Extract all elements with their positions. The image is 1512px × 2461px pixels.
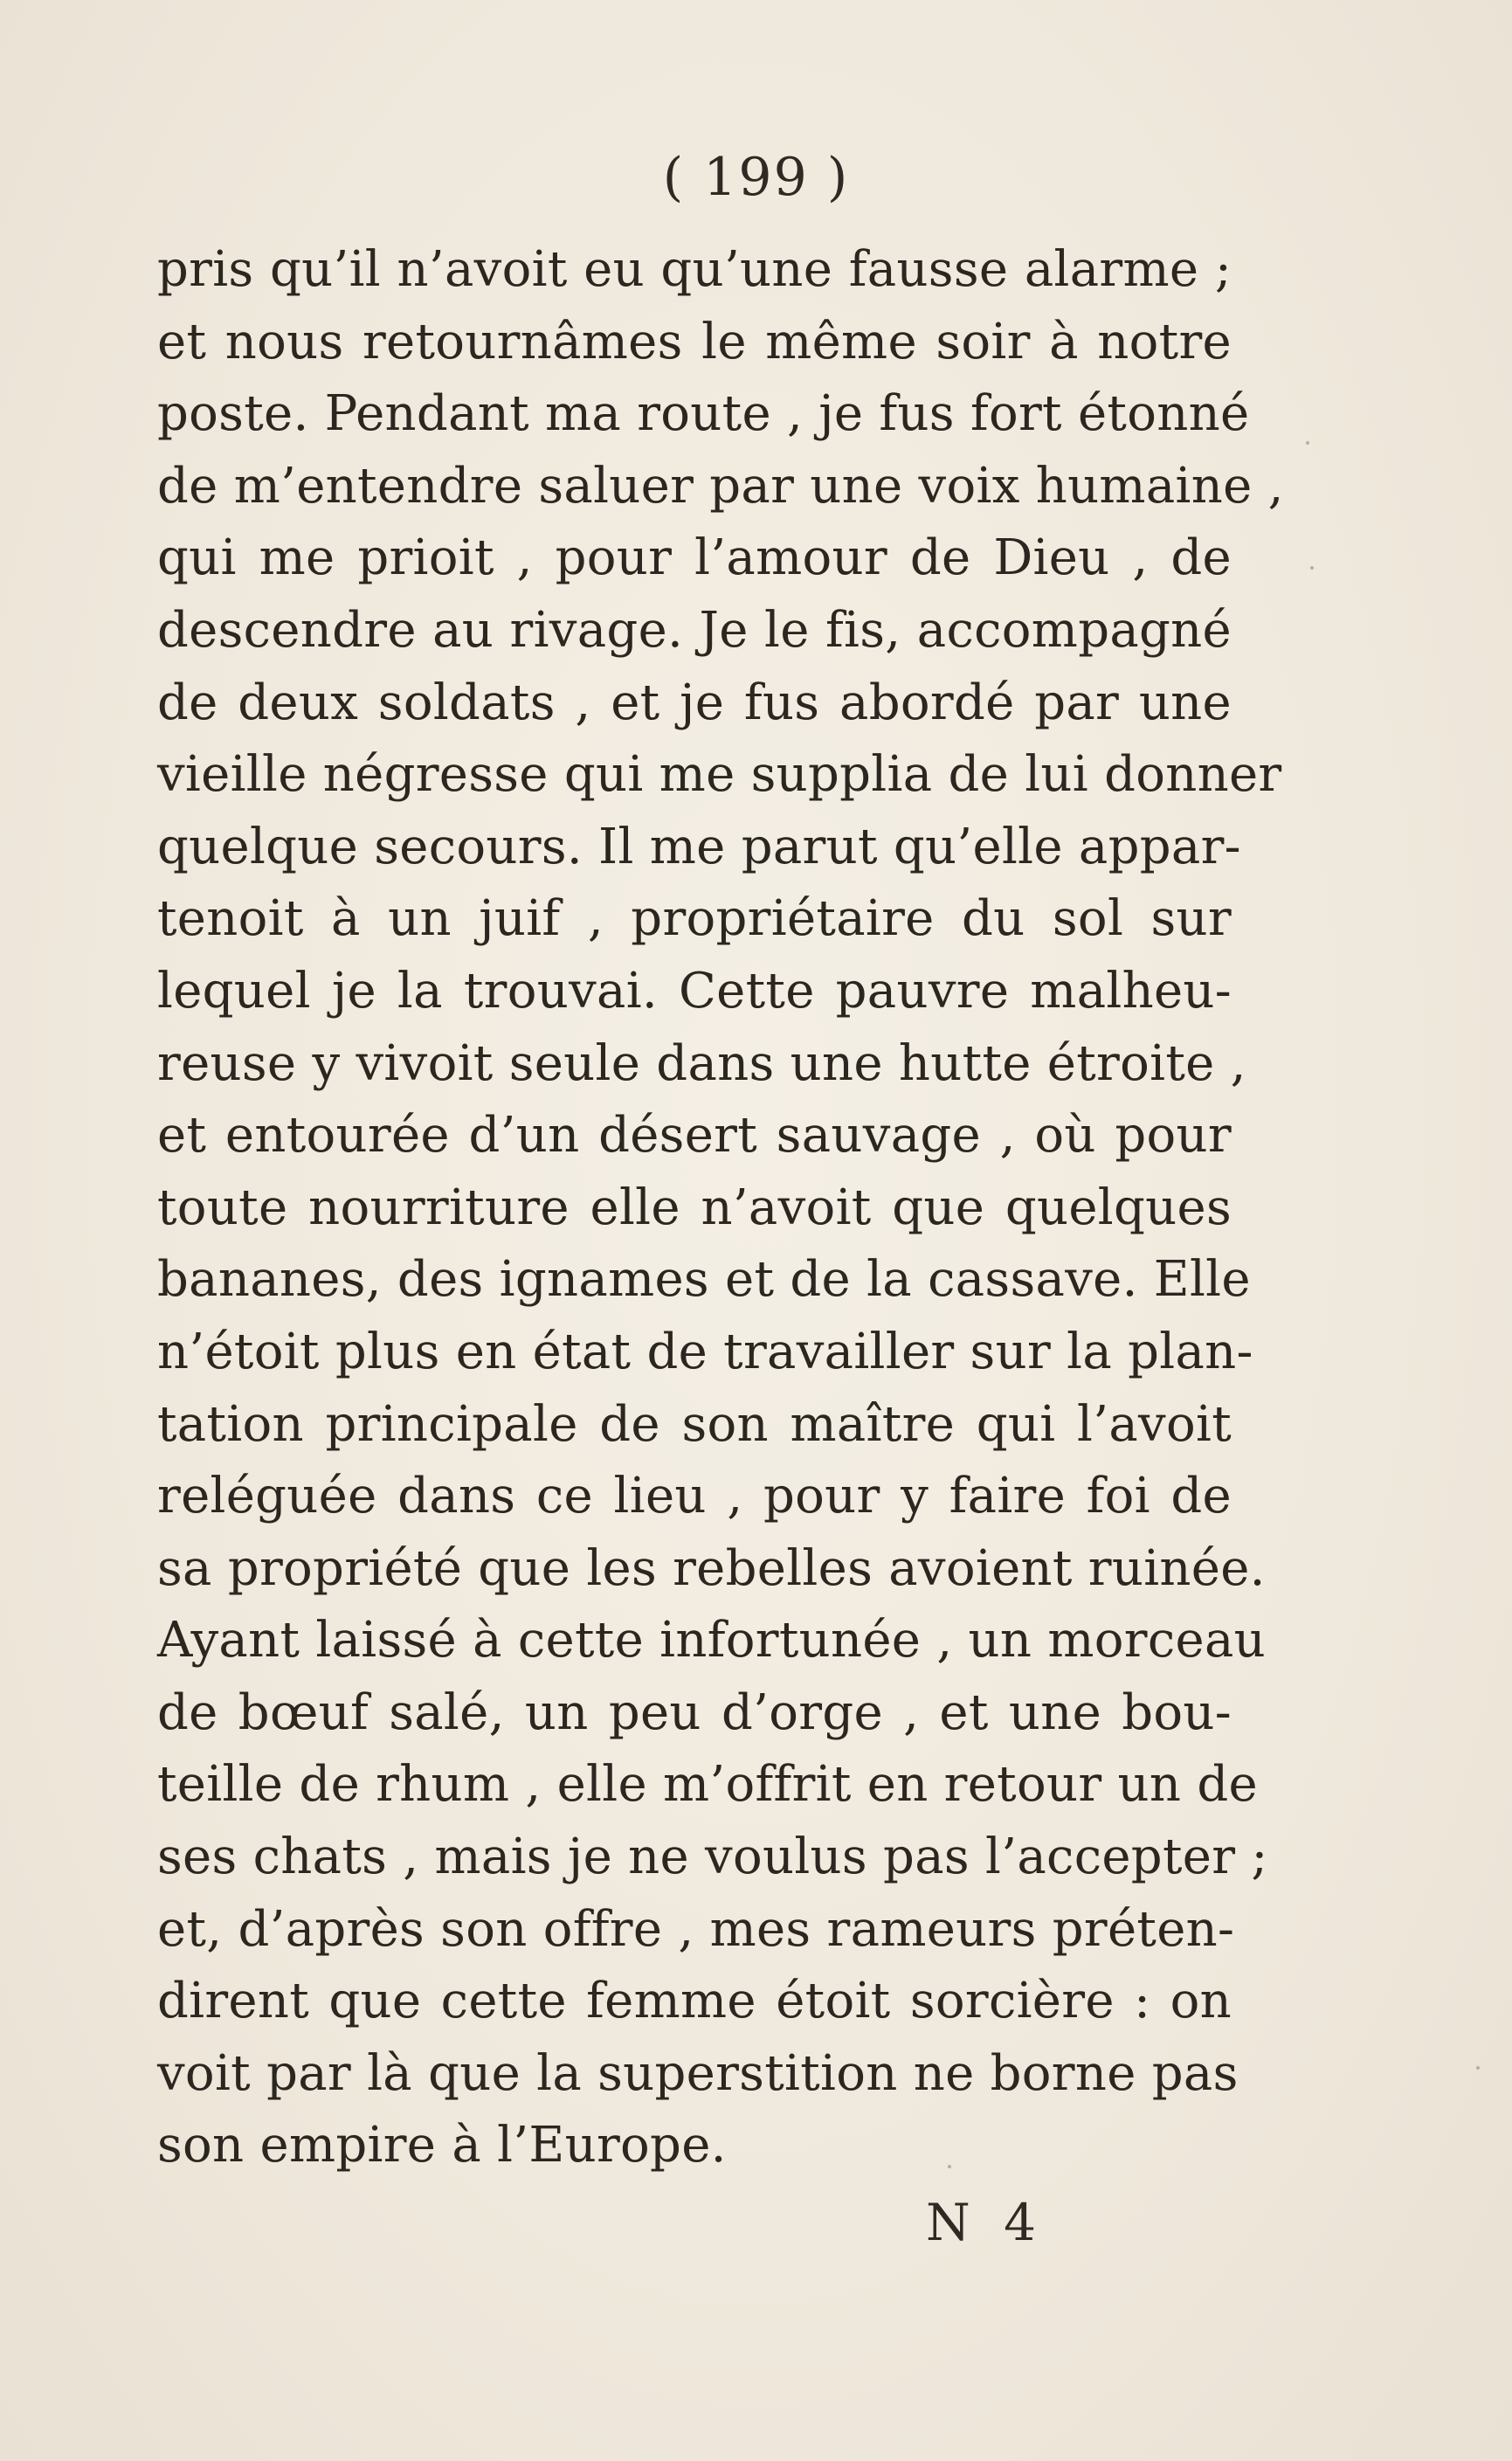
text-line: quelque secours. Il me parut qu’elle appar-	[157, 818, 1241, 875]
text-line: teille de rhum , elle m’offrit en retour un de	[157, 1756, 1258, 1814]
text-line: descendre au rivage. Je le fis, accompagné	[157, 601, 1232, 659]
text-line: de bœuf salé, un peu d’orge , et une bou-	[157, 1683, 1232, 1741]
body-text	[157, 234, 1284, 2182]
paper-speck	[948, 2165, 951, 2168]
text-line: tenoit à un juif , propriétaire du sol sur	[157, 890, 1232, 948]
text-line: poste. Pendant ma route , je fus fort étonné	[157, 385, 1250, 443]
text-line: et nous retournâmes le même soir à notre	[157, 313, 1232, 370]
text-line: de m’entendre saluer par une voix humaine ,	[157, 457, 1284, 515]
text-line: et, d’après son offre , mes rameurs préten-	[157, 1900, 1235, 1958]
text-line: lequel je la trouvai. Cette pauvre malheu-	[157, 962, 1232, 1020]
signature-mark: N 4	[926, 2193, 1046, 2252]
text-line: toute nourriture elle n’avoit que quelques	[157, 1179, 1232, 1236]
paper-speck	[1306, 441, 1309, 445]
text-line: tation principale de son maître qui l’avoit	[157, 1395, 1232, 1453]
paper-speck	[1310, 566, 1314, 570]
paper-speck	[1476, 2066, 1480, 2070]
text-line: pris qu’il n’avoit eu qu’une fausse alarme ;	[157, 241, 1232, 298]
text-line: reléguée dans ce lieu , pour y faire foi de	[157, 1468, 1232, 1525]
text-line: reuse y vivoit seule dans une hutte étroite ,	[157, 1034, 1246, 1092]
text-line: voit par là que la superstition ne borne pas	[157, 2044, 1239, 2102]
text-line: vieille négresse qui me supplia de lui donner	[157, 746, 1282, 804]
text-line: Ayant laissé à cette infortunée , un morceau	[157, 1612, 1267, 1669]
text-line: ses chats , mais je ne voulus pas l’accepter ;	[157, 1828, 1268, 1886]
text-line: sa propriété que les rebelles avoient ruinée.	[157, 1539, 1266, 1597]
text-line: n’étoit plus en état de travailler sur la plan-	[157, 1323, 1253, 1380]
text-line-last: son empire à l’Europe.	[157, 2117, 727, 2174]
text-line: qui me prioit , pour l’amour de Dieu , de	[157, 529, 1232, 587]
text-line: de deux soldats , et je fus abordé par une	[157, 674, 1232, 731]
text-line: dirent que cette femme étoit sorcière : on	[157, 1973, 1232, 2030]
text-line: bananes, des ignames et de la cassave. Elle	[157, 1251, 1251, 1309]
text-line: et entourée d’un désert sauvage , où pour	[157, 1107, 1232, 1165]
page-number: ( 199 )	[662, 147, 850, 208]
